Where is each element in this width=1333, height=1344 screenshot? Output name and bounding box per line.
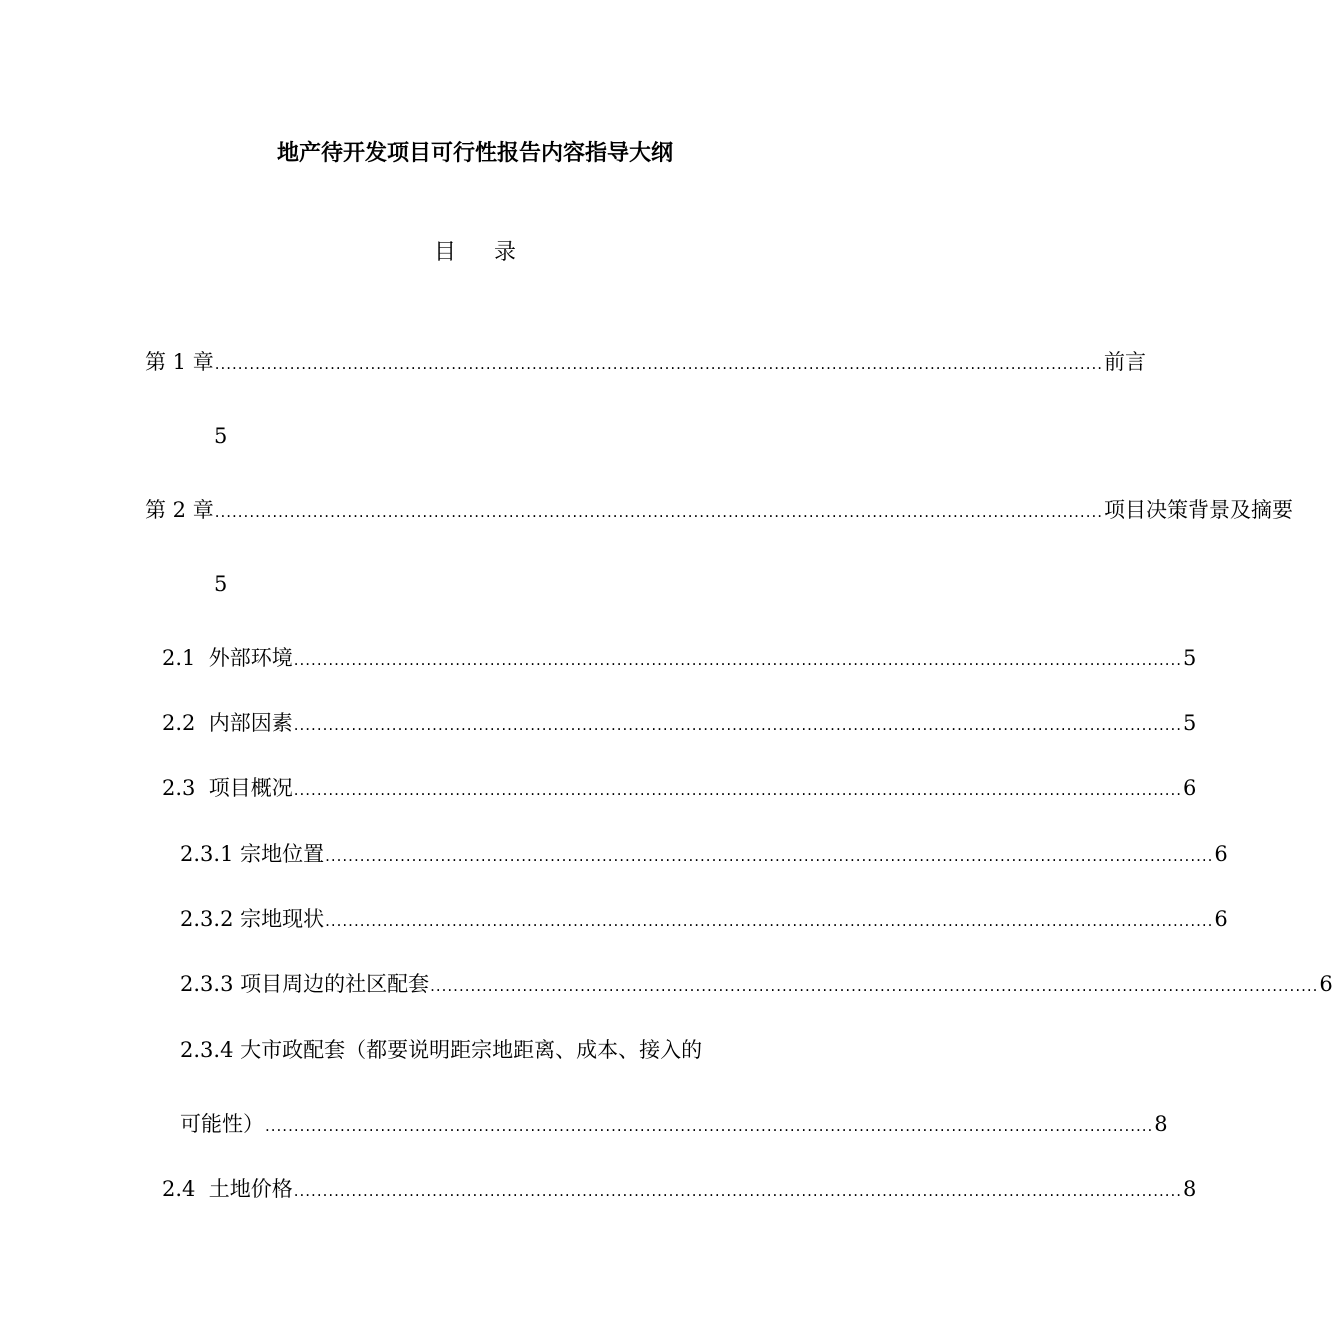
document-title: 地产待开发项目可行性报告内容指导大纲	[276, 141, 673, 166]
toc-page-number: 5	[1183, 711, 1197, 735]
toc-dot-leader: ..........................................................................................................................................................	[293, 716, 1183, 734]
toc-entry-2-3-1[interactable]	[180, 839, 1228, 871]
toc-entry-2-3-2[interactable]	[180, 904, 1228, 936]
toc-dot-leader: ..........................................................................................................................................................	[430, 977, 1319, 995]
toc-page-number: 8	[1183, 1177, 1197, 1201]
toc-entry-page-number	[214, 421, 227, 451]
toc-heading: 目录	[433, 240, 554, 265]
toc-dot-leader: ..........................................................................................................................................................	[265, 1117, 1154, 1135]
toc-page-number: 5	[214, 572, 228, 596]
toc-entry-label: 2.3.2 宗地现状	[180, 907, 325, 931]
toc-entry-label-continuation: 可能性）	[180, 1112, 264, 1136]
toc-page-number: 5	[1183, 646, 1197, 670]
toc-entry-label: 2.3.4 大市政配套（都要说明距宗地距离、成本、接入的	[180, 1038, 703, 1062]
toc-entry-label: 2.3 项目概况	[162, 776, 293, 800]
toc-entry-page-number	[214, 569, 227, 599]
toc-page-number: 6	[1214, 842, 1228, 866]
toc-entry-label: 2.3.3 项目周边的社区配套	[180, 972, 430, 996]
toc-dot-leader: ..........................................................................................................................................................	[214, 355, 1104, 373]
toc-page-number: 5	[214, 424, 228, 448]
toc-dot-leader: ..........................................................................................................................................................	[325, 912, 1214, 930]
toc-entry-title: 项目决策背景及摘要	[1104, 498, 1294, 522]
toc-dot-leader: ..........................................................................................................................................................	[293, 1182, 1183, 1200]
toc-entry-chapter-2[interactable]	[145, 495, 1294, 527]
toc-entry-2-3-3[interactable]	[180, 969, 1333, 1001]
toc-page-number: 6	[1183, 776, 1197, 800]
toc-page-number: 8	[1154, 1112, 1168, 1136]
toc-page-number: 6	[1214, 907, 1228, 931]
toc-entry-2-4[interactable]	[162, 1174, 1197, 1206]
toc-entry-2-1[interactable]	[162, 643, 1197, 675]
toc-dot-leader: ..........................................................................................................................................................	[293, 781, 1183, 799]
toc-entry-2-3[interactable]	[162, 773, 1197, 805]
toc-entry-label: 第 1 章	[145, 350, 214, 374]
toc-entry-chapter-1[interactable]	[145, 347, 1147, 379]
toc-dot-leader: ..........................................................................................................................................................	[293, 651, 1183, 669]
toc-entry-label: 2.1 外部环境	[162, 646, 293, 670]
toc-entry-2-3-4[interactable]	[180, 1035, 702, 1065]
toc-dot-leader: ..........................................................................................................................................................	[325, 847, 1214, 865]
toc-entry-title: 前言	[1104, 350, 1147, 374]
toc-entry-label: 2.2 内部因素	[162, 711, 293, 735]
toc-entry-label: 2.3.1 宗地位置	[180, 842, 325, 866]
toc-entry-label: 2.4 土地价格	[162, 1177, 293, 1201]
toc-dot-leader: ..........................................................................................................................................................	[214, 503, 1104, 521]
toc-page-number: 6	[1319, 972, 1333, 996]
toc-entry-2-3-4-continuation[interactable]	[180, 1109, 1168, 1141]
toc-entry-2-2[interactable]	[162, 708, 1197, 740]
toc-entry-label: 第 2 章	[145, 498, 214, 522]
